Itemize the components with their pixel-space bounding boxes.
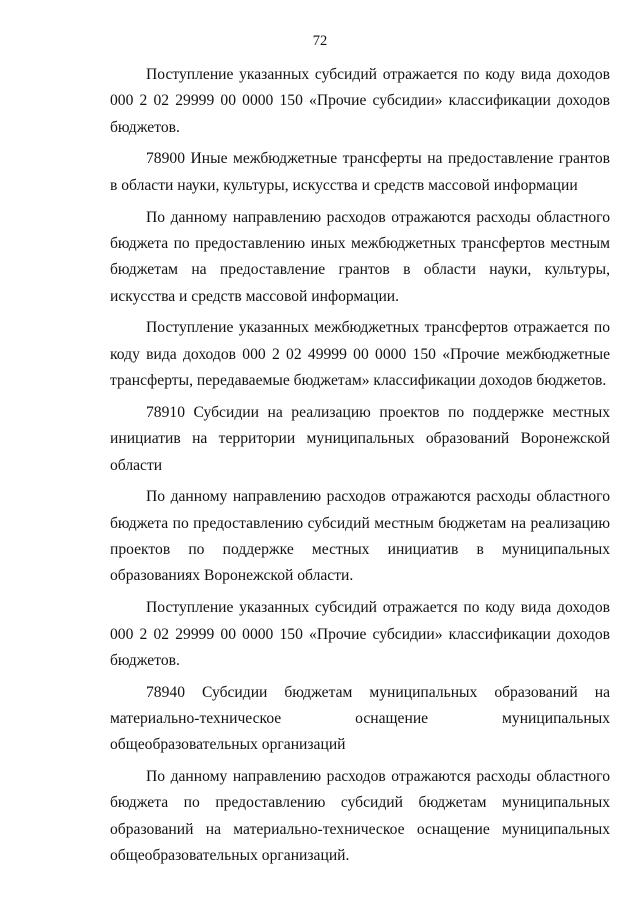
paragraph-78900-income: Поступление указанных межбюджетных трансфертов отражается по коду вида доходов 000 2 02 49999 00 0000 150 «Прочие межбюджетные трансферты, передаваемые бюджетам» классификации доходов бюджетов. [110,319,610,390]
paragraph-income-subsidies-1: Поступление указанных субсидий отражается по коду вида доходов 000 2 02 29999 00 0000 150 «Прочие субсидии» классификации доходов бюджетов. [110,66,610,136]
paragraph-78910-income: Поступление указанных субсидий отражается по коду вида доходов 000 2 02 29999 00 0000 150 «Прочие субсидии» классификации доходов бюджетов. [110,599,610,669]
heading-78940: 78940 Субсидии бюджетам муниципальных образований на материально-техническое оснащение муниципальных общеобразовательных организаций [110,683,610,754]
paragraph-78900-expenses: По данному направлению расходов отражаются расходы областного бюджета по предоставлению иных межбюджетных трансфертов местным бюджетам на предоставление грантов в области науки, культуры, искусства и средств массовой информации. [110,208,610,305]
paragraph-78940-expenses: По данному направлению расходов отражаются расходы областного бюджета по предоставлению субсидий бюджетам муниципальных образований на материально-техническое оснащение муниципальных общеобразовательных организаций. [110,768,610,865]
paragraph-78910-expenses: По данному направлению расходов отражаются расходы областного бюджета по предоставлению субсидий местным бюджетам на реализацию проектов по поддержке местных инициатив в муниципальных образованиях Воронежской области. [110,488,610,585]
heading-78900: 78900 Иные межбюджетные трансферты на предоставление грантов в области науки, культуры, искусства и средств массовой информации [110,150,610,194]
page-number: 72 [312,33,328,49]
heading-78910: 78910 Субсидии на реализацию проектов по поддержке местных инициатив на территории муниципальных образований Воронежской области [110,403,610,474]
document-body [110,62,610,875]
